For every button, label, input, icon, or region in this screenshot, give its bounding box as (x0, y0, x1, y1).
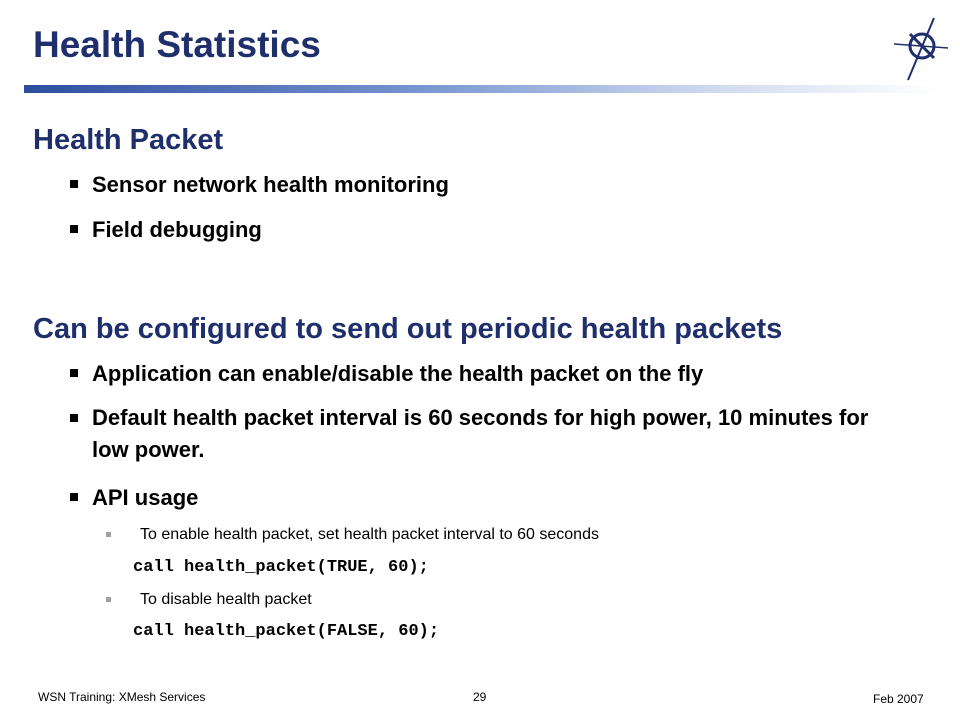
code-snippet: call health_packet(TRUE, 60); (133, 558, 429, 577)
bullet-item (70, 217, 262, 243)
square-bullet-icon (70, 369, 78, 377)
bullet-item (70, 402, 890, 466)
footer-course-title: WSN Training: XMesh Services (38, 690, 206, 704)
section-heading-health-packet: Health Packet (33, 124, 224, 156)
square-bullet-icon (70, 414, 78, 422)
section-heading-periodic: Can be configured to send out periodic health packets (33, 313, 783, 345)
sub-bullet-item (106, 591, 312, 609)
square-bullet-icon (106, 597, 111, 602)
sub-bullet-text: To disable health packet (140, 591, 312, 608)
bullet-text: Sensor network health monitoring (92, 172, 449, 197)
sub-bullet-item (106, 526, 599, 544)
compass-logo-icon (890, 14, 950, 84)
bullet-item (70, 485, 198, 511)
square-bullet-icon (106, 532, 111, 537)
title-underline-bar (24, 85, 940, 93)
bullet-item (70, 361, 703, 387)
bullet-item (70, 172, 449, 198)
slide-title: Health Statistics (33, 24, 321, 65)
footer-date: Feb 2007 (873, 692, 924, 706)
square-bullet-icon (70, 225, 78, 233)
bullet-text: Application can enable/disable the health packet on the fly (92, 361, 704, 386)
footer-page-number: 29 (473, 690, 487, 704)
bullet-text: Field debugging (92, 217, 262, 242)
square-bullet-icon (70, 493, 78, 501)
bullet-text: API usage (92, 485, 199, 510)
code-snippet: call health_packet(FALSE, 60); (133, 622, 440, 641)
square-bullet-icon (70, 180, 78, 188)
sub-bullet-text: To enable health packet, set health packet interval to 60 seconds (140, 526, 599, 543)
bullet-text: Default health packet interval is 60 seconds for high power, 10 minutes for low power. (92, 405, 869, 462)
